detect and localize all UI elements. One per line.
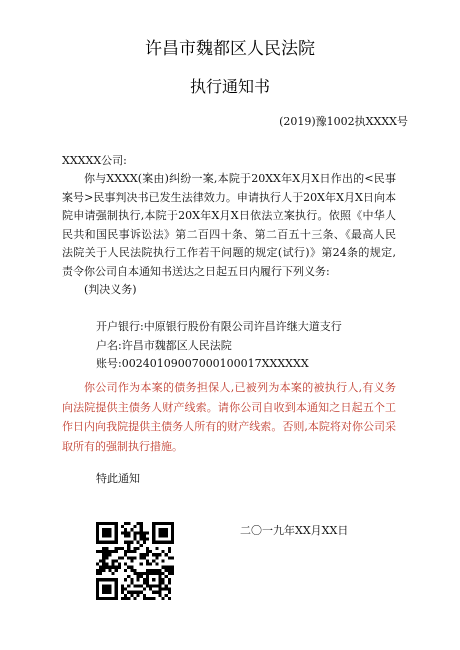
court-name: 许昌市魏都区人民法院	[145, 39, 315, 59]
bank-name: 开户银行:中原银行股份有限公司许昌许继大道支行	[96, 320, 342, 333]
qr-code-graphic	[96, 522, 174, 600]
document-title: 执行通知书	[189, 77, 270, 96]
account-number: 账号:00240109007000100017XXXXXX	[96, 357, 309, 370]
bank-details	[62, 318, 430, 374]
case-number: (2019)豫1002执XXXX号	[279, 115, 408, 128]
issue-date: 二〇一九年XX月XX日	[240, 524, 349, 537]
warning-paragraph: 你公司作为本案的债务担保人,已被列为本案的被执行人,有义务向法院提供主债务人财产线索。请你公司自收到本通知之日起五个工作日内向我院提供主债务人所有的财产线索。否则,本院将对你公司采取所有的强制执行措施。	[62, 381, 396, 453]
main-paragraph: 你与XXXX(案由)纠纷一案,本院于20XX年X月X日作出的<民事案号>民事判决书已发生法律效力。申请执行人于20X年X月X日向本院申请强制执行,本院于20X年X月X日依法立案执行。依照《中华人民共和国民事诉讼法》第二百四十条、第二百五十三条、《最高人民法院关于人民法院执行工作若干问题的规定(试行)》第24条的规定,责令你公司自本通知书送达之日起五日内履行下列义务:	[62, 172, 396, 278]
closing-line: 特此通知	[96, 472, 140, 485]
addressee: XXXXX公司:	[62, 154, 127, 167]
account-name: 户名:许昌市魏都区人民法院	[96, 338, 232, 352]
obligation-placeholder: (判决义务)	[84, 283, 137, 296]
qr-code-icon	[96, 522, 174, 600]
